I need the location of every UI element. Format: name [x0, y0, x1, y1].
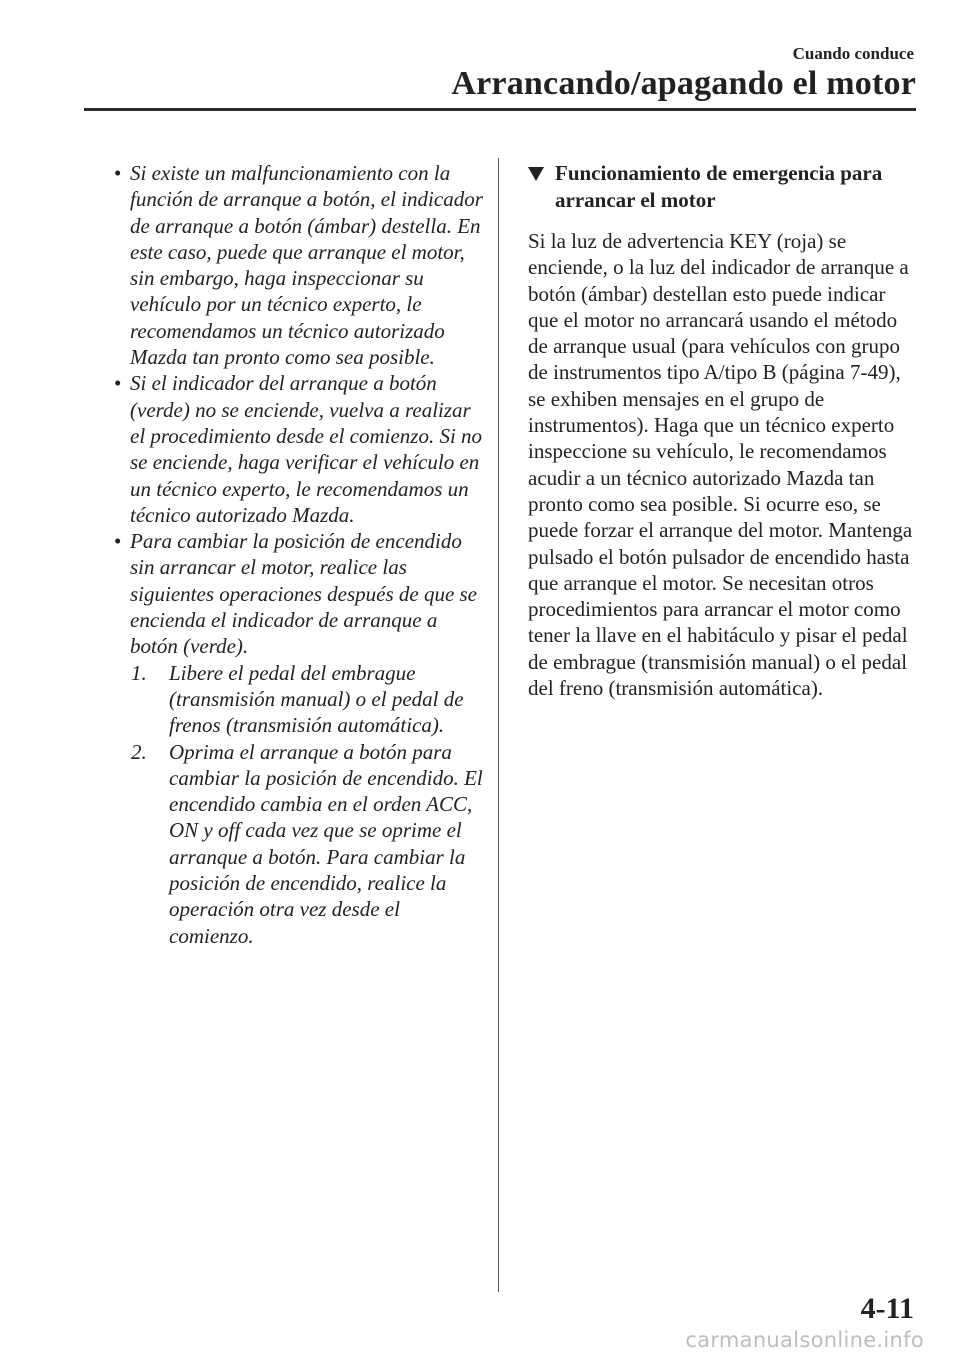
section-heading-text: Funcionamiento de emergencia para arrancar el motor — [555, 161, 883, 212]
left-column — [112, 160, 484, 949]
right-column — [528, 160, 918, 701]
bullet-text: Si existe un malfuncionamiento con la función de arranque a botón, el indicador de arranque a botón (ámbar) destella. En este caso, puede que arranque el motor, sin embargo, haga inspeccionar su vehículo por un técnico experto, le recomendamos un técnico autorizado Mazda tan pronto como sea posible. — [130, 161, 483, 370]
column-divider — [498, 158, 499, 1292]
bullet-text: Para cambiar la posición de encendido sin arrancar el motor, realice las siguientes operaciones después de que se encienda el indicador de arranque a botón (verde). — [130, 529, 478, 659]
header-rule — [84, 108, 916, 111]
page-number: 4-11 — [860, 1292, 914, 1325]
section-heading — [528, 160, 918, 214]
numbered-step — [112, 660, 484, 739]
step-number: 1. — [131, 660, 147, 685]
bullet-dot-icon: • — [114, 161, 122, 185]
bullet-dot-icon: • — [114, 529, 122, 554]
step-number: 2. — [131, 739, 147, 764]
bullet-text: Si el indicador del arranque a botón (verde) no se enciende, vuelva a realizar el procedimiento desde el comienzo. Si no se enciende, haga verificar el vehículo en un técnico experto, le recomendamos un técnico autorizado Mazda. — [130, 371, 483, 527]
bullet-item — [112, 370, 484, 528]
numbered-step — [112, 739, 484, 949]
bullet-item — [112, 160, 484, 370]
watermark-link[interactable]: carmanualsonline.info — [685, 1328, 924, 1352]
triangle-down-icon — [528, 167, 544, 181]
header-section-label: Cuando conduce — [792, 44, 914, 63]
page-title: Arrancando/apagando el motor — [451, 65, 916, 102]
step-text: Oprima el arranque a botón para cambiar la posición de encendido. El encendido cambia en el orden ACC, ON y off cada vez que se oprime el arranque a botón. Para cambiar la posición de encendido, realice la operación otra vez desde el comienzo. — [169, 739, 483, 948]
body-paragraph: Si la luz de advertencia KEY (roja) se enciende, o la luz del indicador de arranque a botón (ámbar) destellan esto puede indicar que el motor no arrancará usando el método de arranque usual (para vehículos con grupo de instrumentos tipo A/tipo B (página 7-49), se exhiben mensajes en el grupo de instrumentos). Haga que un técnico experto inspeccione su vehículo, le recomendamos acudir a un técnico autorizado Mazda tan pronto como sea posible. Si ocurre eso, se puede forzar el arranque del motor. Mantenga pulsado el botón pulsador de encendido hasta que arranque el motor. Se necesitan otros procedimientos para arrancar el motor como tener la llave en el habitáculo y pisar el pedal de embrague (transmisión manual) o el pedal del freno (transmisión automática). — [528, 229, 913, 701]
bullet-item — [112, 528, 484, 659]
bullet-dot-icon: • — [114, 371, 122, 396]
step-text: Libere el pedal del embrague (transmisión manual) o el pedal de frenos (transmisión automática). — [169, 660, 464, 738]
